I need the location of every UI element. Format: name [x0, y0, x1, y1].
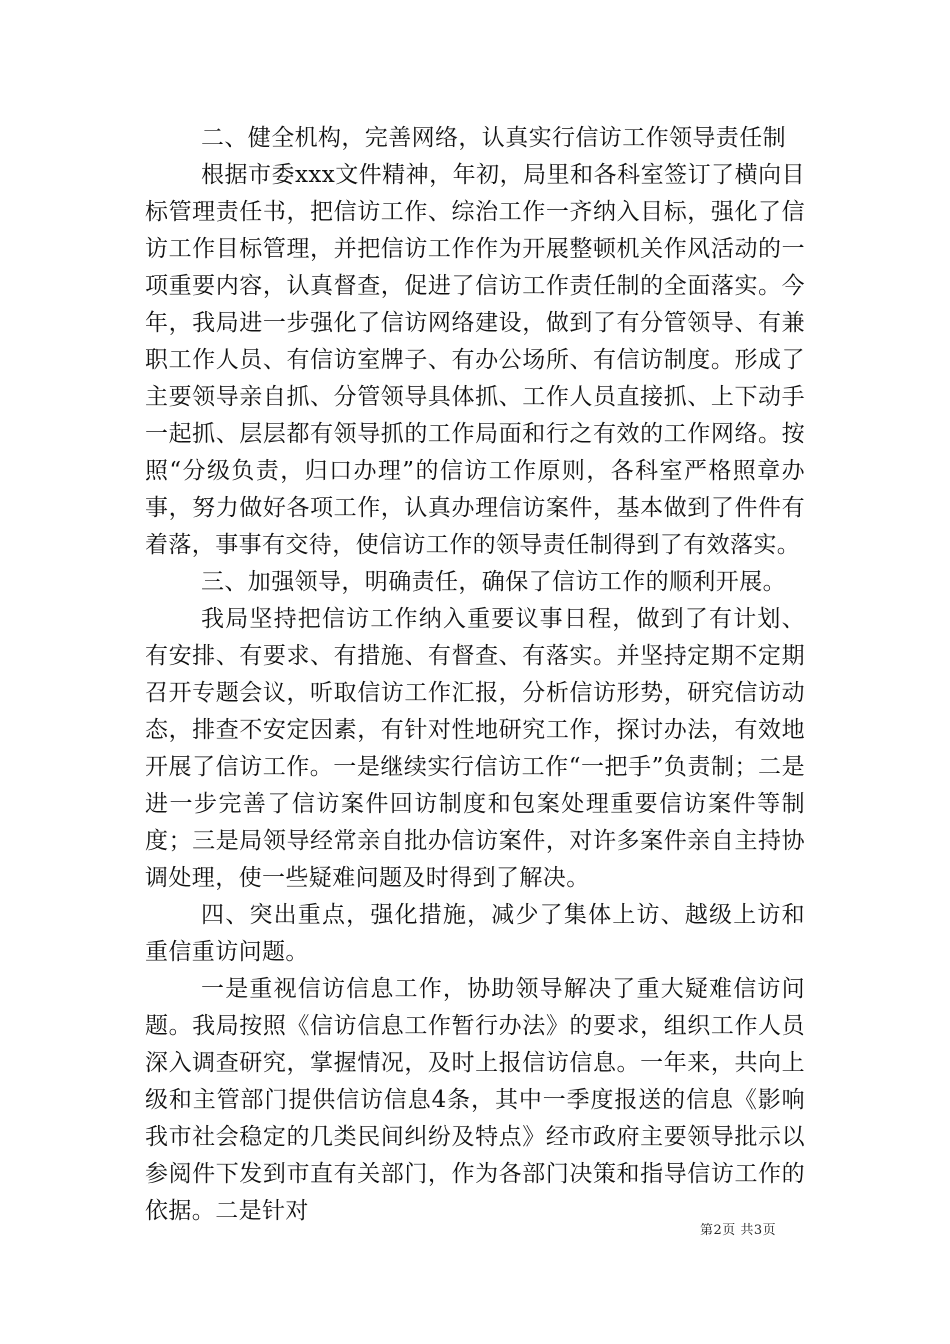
section-heading-4: 四、突出重点，强化措施，减少了集体上访、越级上访和重信重访问题。 [145, 902, 805, 965]
section-heading-3: 三、加强领导，明确责任，确保了信访工作的顺利开展。 [201, 569, 786, 595]
body-paragraph: 我局坚持把信访工作纳入重要议事日程，做到了有计划、有安排、有要求、有措施、有督查、有落实。并坚持定期不定期召开专题会议，听取信访工作汇报，分析信访形势，研究信访动态，排查不安定因素，有针对性地研究工作，探讨办法，有效地开展了信访工作。一是继续实行信访工作“一把手”负责制；二是进一步完善了信访案件回访制度和包案处理重要信访案件等制度；三是局领导经常亲自批办信访案件，对许多案件亲自主持协调处理，使一些疑难问题及时得到了解决。 [145, 606, 805, 891]
body-paragraph: 根据市委xxx文件精神，年初，局里和各科室签订了横向目标管理责任书，把信访工作、综治工作一齐纳入目标，强化了信访工作目标管理，并把信访工作作为开展整顿机关作风活动的一项重要内容，认真督查，促进了信访工作责任制的全面落实。今年，我局进一步强化了信访网络建设，做到了有分管领导、有兼职工作人员、有信访室牌子、有办公场所、有信访制度。形成了主要领导亲自抓、分管领导具体抓、工作人员直接抓、上下动手一起抓、层层都有领导抓的工作局面和行之有效的工作网络。按照“分级负责，归口办理”的信访工作原则，各科室严格照章办事，努力做好各项工作，认真办理信访案件，基本做到了件件有着落，事事有交待，使信访工作的领导责任制得到了有效落实。 [145, 162, 805, 558]
document-body [145, 120, 805, 1230]
page-number: 第2页 共3页 [700, 1223, 777, 1238]
section-heading-2: 二、健全机构，完善网络，认真实行信访工作领导责任制 [201, 125, 786, 151]
body-paragraph: 一是重视信访信息工作，协助领导解决了重大疑难信访问题。我局按照《信访信息工作暂行办法》的要求，组织工作人员深入调查研究，掌握情况，及时上报信访信息。一年来，共向上级和主管部门提供信访信息4条，其中一季度报送的信息《影响我市社会稳定的几类民间纠纷及特点》经市政府主要领导批示以参阅件下发到市直有关部门，作为各部门决策和指导信访工作的依据。二是针对 [145, 976, 805, 1224]
